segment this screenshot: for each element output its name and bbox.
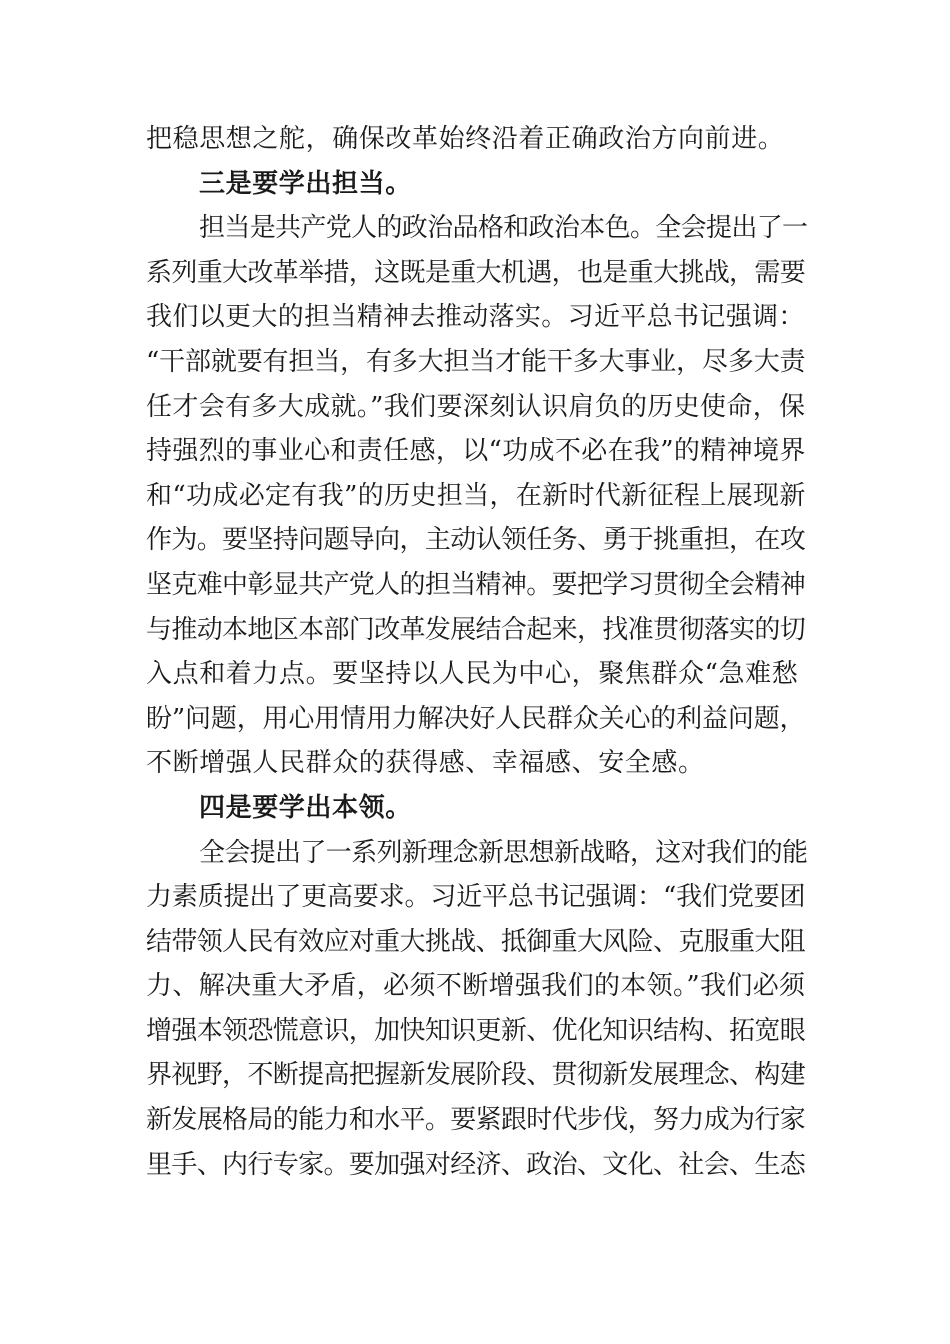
text-line: 力素质提出了更高要求。习近平总书记强调：“我们党要团: [146, 882, 806, 913]
text-line: 盼”问题，用心用情用力解决好人民群众关心的利益问题，: [146, 703, 806, 734]
text-line: 增强本领恐慌意识，加快知识更新、优化知识结构、拓宽眼: [146, 1015, 806, 1046]
text-line: 新发展格局的能力和水平。要紧跟时代步伐，努力成为行家: [146, 1105, 806, 1136]
text-line: 与推动本地区本部门改革发展结合起来，找准贯彻落实的切: [146, 614, 806, 645]
text-line: 不断增强人民群众的获得感、幸福感、安全感。: [146, 748, 705, 779]
text-line: 入点和着力点。要坚持以人民为中心，聚焦群众“急难愁: [146, 659, 799, 690]
text-line: 和“功成必定有我”的历史担当，在新时代新征程上展现新: [146, 480, 806, 511]
text-line: 担当是共产党人的政治品格和政治本色。全会提出了一: [199, 213, 808, 244]
text-line: 把稳思想之舵，确保改革始终沿着正确政治方向前进。: [146, 124, 785, 154]
text-line: 力、解决重大矛盾，必须不断增强我们的本领。”我们必须: [146, 971, 806, 1002]
document-body: [146, 117, 808, 1187]
text-line: 任才会有多大成就。”我们要深刻认识肩负的历史使命，保: [146, 391, 806, 422]
text-line: 界视野，不断提高把握新发展阶段、贯彻新发展理念、构建: [146, 1060, 806, 1091]
section-heading: 四是要学出本领。: [199, 792, 412, 823]
text-line: 我们以更大的担当精神去推动落实。习近平总书记强调：: [146, 302, 805, 333]
text-line: 全会提出了一系列新理念新思想新战略，这对我们的能: [199, 837, 808, 868]
text-line: 持强烈的事业心和责任感，以“功成不必在我”的精神境界: [146, 436, 806, 467]
text-line: 里手、内行专家。要加强对经济、政治、文化、社会、生态: [146, 1149, 806, 1180]
text-line: 系列重大改革举措，这既是重大机遇，也是重大挑战，需要: [146, 257, 806, 288]
text-line: 结带领人民有效应对重大挑战、抵御重大风险、克服重大阻: [146, 926, 806, 957]
section-heading: 三是要学出担当。: [199, 168, 412, 199]
text-line: “干部就要有担当，有多大担当才能干多大事业，尽多大责: [146, 346, 806, 377]
text-line: 坚克难中彰显共产党人的担当精神。要把学习贯彻全会精神: [146, 569, 806, 600]
text-line: 作为。要坚持问题导向，主动认领任务、勇于挑重担，在攻: [146, 525, 806, 556]
